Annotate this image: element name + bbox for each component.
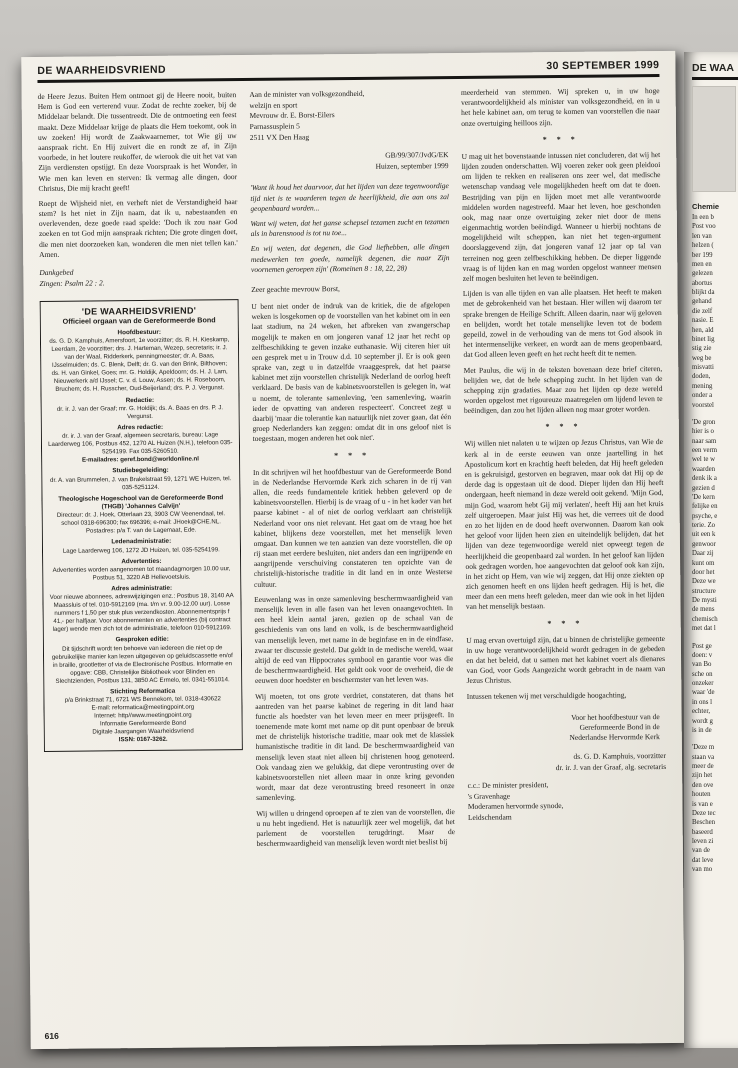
fragment-line: hier is o bbox=[692, 428, 714, 436]
letter-paragraph: Wij willen u dringend oproepen af te zien van de voorstellen, die u nu hebt ingediend. Het is natuurlijk zeer wel mogelijk, dat het parlement de voorstellen terugdringt. Maar de beschermwaardigheid van menselijk leven wordt niet beslist bij bbox=[256, 806, 456, 849]
fragment-line: baseerd bbox=[692, 828, 713, 836]
colofon-lines bbox=[47, 328, 236, 745]
fragment-line: Beschen bbox=[692, 819, 716, 827]
colofon-line: Hoofdbestuur: bbox=[117, 328, 161, 337]
letter-paragraph: Moderamen hervormde synode, bbox=[467, 801, 564, 812]
colofon-line: Studiebegeleiding: bbox=[112, 467, 169, 475]
fragment-line bbox=[692, 634, 738, 642]
fragment-line: waar 'de bbox=[692, 689, 715, 697]
fragment-line: structure bbox=[692, 587, 716, 595]
fragment-line: Deze we bbox=[692, 578, 716, 586]
fragment-line: blijkt da bbox=[692, 289, 715, 296]
fragment-line: terie. Zo bbox=[692, 522, 716, 529]
fragment-line: de mens bbox=[692, 606, 715, 614]
article-body bbox=[38, 90, 238, 260]
fragment-line: mening bbox=[692, 382, 713, 390]
letter-paragraph: meerderheid van stemmen. Wij spreken u, in uw hoge verantwoordelijkheid als minister van volksgezondheid, en in u het hele kabinet aan, om terug te komen van voorstellen die naar onze overtuiging heilloos zijn. bbox=[460, 86, 660, 128]
letter-column-1 bbox=[249, 88, 457, 1028]
fragment-line: leven zi bbox=[692, 838, 714, 845]
fragment-line: een verm bbox=[692, 447, 718, 454]
letter-paragraph: Met Paulus, die wij in de teksten bovenaan deze brief citeren, belijden we, dat de hele schepping zucht. In het lijden van de schepping zijn gradaties. Maar zou het lijden op deze wereld worden opgelost met rigoureuze maatregelen om lijdend leven te beëindigen, dan zou het lijden alleen nog maar groter worden. bbox=[463, 363, 663, 416]
quote-paragraph: En wij weten, dat degenen, die God liefhebben, alle dingen medewerken ten goede, namelijk degenen, die naar Zijn voornemen geroepen zijn' (Romeinen 8 : 18, 22, 28) bbox=[250, 242, 450, 274]
fragment-line: waarden bbox=[692, 465, 716, 473]
letter-paragraph: U bent niet onder de indruk van de kritiek, die de afgelopen weken is losgekomen op de voorstellen van het kabinet om in een laat stadium, na 24 weken, het afbreken van zwangerschap mogelijk te maken en om jongeren vanaf 12 jaar het recht op zelfbeschikking te geven inzake euthanasie. Wij citeren hier uit een gesprek met u in Trouw d.d. 10 september jl. Er is ook geen sprake van, zegt u in datzelfde vraaggesprek, dat het paarse kabinet met zijn voorstellen christelijk Nederland de oorlog heeft verklaard. De basis van de kabinetsvoorstellen is gelegen in, wat u noemt, de tolerante samenleving, 'een samenleving, waarin ieder de opvatting van anderen respecteert'. Concreet zegt u daarbij 'maar die tolerantie kan natuurlijk niet zover gaan, dat één groep Nederlanders kan zeggen: omdat dit in ons geloof niet is toegestaan, mogen anderen het ook niet'. bbox=[251, 300, 452, 444]
colofon-line: p/a Brinkstraat 71, 6721 WS Bennekom, tel. 0318-430622 bbox=[64, 695, 221, 705]
colofon-line: ds. G. D. Kamphuis, Amersfoort, 1e voorzitter; ds. R. H. Kieskamp, Leerdam, 2e voorzitter; drs. J. Harteman, Wezep, secretaris; ir. J. van der Waal, Ridderkerk, penningmeester; dr. A. Baas, IJsselmuiden; ds. C. Blenk, Delft; dr. G. van den Brink, Bilthoven; ds. H. van Ginkel, Goes; mr. G. Holdijk, Apeldoorn; ds. H. J. Lam, Nieuwerkerk a/d IJssel; C. v. d. Louw, Assen; ds. H. Roseboom, Bruchem; ds. H. Russcher, Oud-Beijerland; drs. P. J. Vergunst. bbox=[49, 336, 230, 394]
fragment-line: houten bbox=[692, 791, 711, 799]
fragment-line: hen, ald bbox=[692, 326, 714, 334]
address-line: Mevrouw dr. E. Borst-Eilers bbox=[249, 110, 335, 121]
letter-paragraph: ds. G. D. Kamphuis, voorzitter bbox=[573, 750, 667, 761]
colofon-line: Directeur: dr. J. Hoek, Otterlaan 23, 3903 CW Veenendaal, tel. school 0318-696300; fax 696396; e-mail: JHoek@CHE.NL. Postadres: p/a T. van de Lagemaat, Ede. bbox=[56, 510, 226, 535]
fragment-line: uit een k bbox=[692, 531, 716, 539]
fragment-line: met dat l bbox=[692, 625, 716, 633]
fragment-line: men en bbox=[692, 260, 712, 268]
letter-paragraph: In dit schrijven wil het hoofdbestuur van de Gereformeerde Bond in de Nederlandse Hervormde Kerk zich scharen in de rij van allen, die reeds fundamentele kritiek hebben geleverd op de kabinetsvoorstellen. Hierbij is de vraag of u - in het kader van het paarse kabinet - al of niet de oorlog verklaart aan christelijk Nederland voor ons niet relevant. Het gaat om de vraag hoe het kabinet, blijkens deze voorstellen, met het menselijk leven omgaat. Dan kunnen we ten aanzien van deze voorstellen, die op rij staan met eerdere besluiten, niet anders dan een ingrijpende en aangrijpende verschuiving constateren ten opzichte van de christelijk-historische traditie in dit land en in onze Westerse cultuur. bbox=[252, 465, 453, 589]
colofon-line: Voor nieuwe abonnees, adreswijzigingen enz.: Postbus 18, 3140 AA Maassluis of tel. 010-5912169 (ma. t/m vr. 9.00-12.00 uur). Losse nummers f 1,50 per stuk plus verzendkosten. Abonnementsprijs f 41,- per halfjaar. Voor abonnementen en advertenties (bij contract lager) wende men zich tot de administratie, telefoon 010-5912169. bbox=[49, 592, 234, 634]
letter-paragraph: Leidschendam bbox=[467, 812, 512, 822]
letter-paragraph: U mag ervan overtuigd zijn, dat u binnen de christelijke gemeente in uw hoge verantwoordelijkheid wordt gedragen in de gebeden en dat het beleid, dat u samen met het kabinet voert als dienares van God, voor Gods Aangezicht wordt gebracht in de naam van Jezus Christus. bbox=[466, 633, 666, 686]
letter-paragraph: Wij willen niet nalaten u te wijzen op Jezus Christus, van Wie de kerk al in de eerste eeuwen van onze jaartelling in het Apostolicum kort en krachtig heeft beleden, dat Hij heeft geleden en is gekruisigd, gestorven en begraven, maar ook dat Hij op de derde dag is opgestaan uit de dood. Dieper lijden dan Hij heeft ondergaan, heeft niemand in deze wereld ooit gekend. 'Mijn God, mijn God, waarom hebt Gij mij verlaten', heeft Hij aan het kruis zelf uitgeroepen. Maar juist Hij was het, die verrees uit de dood en zo het lijden en de dood heeft overwonnen. Daarom kan ook het geloof voor lijden heen zien en uiteindelijk belijden, dat het lijden van deze tegenwoordige wereld niet opweegt tegen de heerlijkheid die geopenbaard zal worden. In het geloof kan lijden ook gedragen worden, hoe aangevochten dat geloof ook kan zijn, in het zicht op Hem, van wie wij zeggen, dat Hij onze ziekten op zich genomen heeft en ons lijden heeft gedragen. Hij is het, die meer dan een mens heeft geleden, meer dan wie ook in het lijden van het menselijk bestaan. bbox=[464, 437, 665, 612]
address-line: Parnassusplein 5 bbox=[249, 121, 300, 131]
fragment-line: weg be bbox=[692, 354, 712, 362]
letter-paragraph: 's Gravenhage bbox=[467, 791, 511, 801]
fragment-line: sche on bbox=[692, 670, 713, 678]
fragment-line: onder a bbox=[692, 392, 713, 400]
colofon-line: Theologische Hogeschool van de Gereformeerde Bond (THGB) 'Johannes Calvijn' bbox=[58, 493, 224, 511]
fragment-line: gelezen bbox=[692, 270, 713, 278]
fragment-line: van de bbox=[692, 847, 710, 855]
fragment-line: doen: v bbox=[692, 651, 713, 659]
fragment-line: van Bo bbox=[692, 661, 712, 669]
fragment-line: staan va bbox=[692, 753, 715, 761]
letter-paragraph: * * * bbox=[334, 450, 371, 460]
fragment-line: doden, bbox=[692, 373, 711, 381]
page-number: 616 bbox=[44, 1030, 59, 1041]
colofon-line: Informatie Gereformeerde Bond bbox=[99, 719, 187, 728]
letter-paragraph: Voor het hoofdbestuur van de bbox=[570, 711, 660, 722]
salutation: Zeer geachte mevrouw Borst, bbox=[251, 284, 340, 294]
fragment-line: helzen ( bbox=[692, 242, 714, 250]
letter-body-col2 bbox=[251, 300, 455, 849]
liturgy-line: Dankgebed bbox=[39, 267, 74, 277]
letter-paragraph: Eeuwenlang was in onze samenleving beschermwaardigheid van menselijk leven in alle fasen van het leven onaangevochten. In een heel klein aantal jaren, gezien op de schaal van de geschiedenis van ons land en volk, is de beschermwaardigheid van menselijk leven, met name in de beginfase en in de eindfase, zwaar ter discussie gesteld. Dat geldt in de medische wereld, waar altijd de eed van Hippocrates symbool en garantie voor was die de beschermwaardigheid. Het geldt ook voor de overheid, die de eeuwen door hoedster en beschermster van het leven was. bbox=[254, 592, 454, 686]
fragment-line: 'De kern bbox=[692, 493, 715, 501]
letter-address bbox=[249, 88, 448, 143]
article-paragraph: Roept de Wijsheid niet, en verheft niet de Verstandigheid haar stem? Is het niet in Zijn naam, dat ik u, nabestaanden en overlevenden, deze goede raad spelde: 'Doch ik zou naar God zoeken en tot God mijn aanspraak richten; Die grote dingen doet, die men niet doorzoeken kan, wonderen die men niet tellen kan.' Amen. bbox=[38, 196, 238, 259]
fragment-line: 'De gron bbox=[692, 418, 716, 426]
colofon-line: E-mailadres: geref.bond@worldonline.nl bbox=[81, 455, 199, 464]
fragment-line: denk ik a bbox=[692, 475, 717, 483]
address-line: 2511 VX Den Haag bbox=[249, 131, 310, 142]
fragment-line: psyche, e bbox=[692, 512, 718, 520]
letter-paragraph: Gereformeerde Bond in de bbox=[579, 722, 660, 732]
fragment-line: In een b bbox=[692, 214, 714, 221]
letter-reference bbox=[250, 150, 449, 173]
fragment-line: Post ge bbox=[692, 642, 712, 650]
letter-paragraph: * * * bbox=[545, 422, 582, 432]
fragment-line: chemisch bbox=[692, 615, 718, 623]
fragment-line: misvatti bbox=[692, 364, 714, 371]
liturgy-line: Zingen: Psalm 22 : 2. bbox=[39, 277, 105, 288]
letter-paragraph: Nederlandse Hervormde Kerk bbox=[569, 732, 660, 743]
fragment-line: kunt om bbox=[692, 559, 715, 567]
colofon-line: ISSN: 0167-3262. bbox=[118, 736, 168, 744]
fragment-line bbox=[692, 735, 738, 743]
colofon-line: Dit tijdschrift wordt ten behoeve van iedereen die niet op de gebruikelijke manier kan lezen uitgegeven op geluidscassette en/of in braille, grootletter of via de Electronische Postbus. Informatie en opgave: CBB, Christelijke Bibliotheek voor Blinden en Slechtzienden, Postbus 131, 3850 AC Ermelo, tel. 0341-551014. bbox=[51, 644, 233, 685]
colofon-line: Internet: http//www.meetingpoint.org bbox=[94, 711, 192, 720]
letter-paragraph: Intussen tekenen wij met verschuldigde hoogachting, bbox=[466, 689, 627, 701]
reference-line: GB/99/307/JvdG/EK bbox=[385, 150, 449, 160]
address-line: Aan de minister van volksgezondheid, bbox=[249, 88, 365, 99]
fragment-line: Post voo bbox=[692, 223, 716, 231]
quote-paragraph: 'Want ik houd het daarvoor, dat het lijden van deze tegenwoordige tijd niet is te waarderen tegen de heerlijkheid, die aan ons zal geopenbaard worden... bbox=[250, 181, 449, 213]
letter-column-2 bbox=[461, 86, 669, 1026]
fragment-line: wordt g bbox=[692, 717, 713, 725]
fragment-line: ber 199 bbox=[692, 251, 713, 259]
fragment-line: van mo bbox=[692, 866, 713, 874]
article-paragraph: de Heere Jezus. Buiten Hem ontmoet gij de Heere nooit, buiten Hem is God een verterend vuur. Zodat de rechte zoeker, bij de Middelaar belandt. Die tussentreedt. Die de ontmoeting een feest maakt. Deze Middelaar krijge de plaats die Hem toekomt, ook in uw zoeken! Hij wordt de Zaakwaarnemer, tot Wie gij uw aanspraak richt. En Hij zuivert die en rondt ze af, in Zijn voorbede, in het loutere reukoffer, de wierook die uit het vat van Zijn verdiensten opstijgt. En deze Voorspraak is het Wonder, in Wie men kan leven en sterven: Ik vermag alle dingen, door Christus, Die mij kracht geeft! bbox=[37, 90, 238, 193]
quote-paragraph: Want wij weten, dat het ganse schepsel tezamen zucht en tezamen als in barensnood is tot nu toe... bbox=[250, 217, 450, 239]
letter-paragraph: * * * bbox=[542, 134, 579, 144]
colofon-line: E-mail: reformatica@meetingpoint.org bbox=[91, 703, 195, 712]
colofon-line: Digitale Jaargangen Waarheidsvriend bbox=[92, 727, 194, 736]
publication-title: DE WAARHEIDSVRIEND bbox=[37, 63, 166, 78]
fragment-line: gezien d bbox=[692, 484, 715, 492]
letter-paragraph: Wij moeten, tot ons grote verdriet, constateren, dat thans het aantreden van het paarse kabinet de regering in dit land haar functie als hoedster van het leven meer en meer prijsgeeft. In toenemende mate komt met name op dit punt openbaar de breuk met de christelijk historische traditie, maar ook met de klassiek humanistische traditie in dit land. De beschermwaardigheid van menselijk leven staat niet alleen bij christenen hoog genoteerd. Ook vandaag zien we gelukkig, dat diepe verontrusting over de kabinetsvoorstellen niet alleen maar in onze kring gevonden wordt, maar dat deze verontrusting breed resoneert in onze samenleving. bbox=[255, 689, 455, 803]
letter-paragraph: dr. ir. J. van der Graaf, alg. secretaris bbox=[555, 762, 667, 773]
fragment-line: die zelf bbox=[692, 307, 713, 315]
fragment-line: stig zie bbox=[692, 345, 712, 353]
fragment-line: genwoor bbox=[692, 540, 716, 548]
colofon-line: Adres redactie: bbox=[117, 423, 164, 432]
fragment-line: 'Deze m bbox=[692, 744, 715, 752]
fragment-line: nasie. E bbox=[692, 317, 714, 325]
colofon-line: Ledenadministratie: bbox=[111, 538, 172, 546]
issue-date: 30 SEPTEMBER 1999 bbox=[546, 59, 660, 73]
fragment-line: is in de bbox=[692, 726, 712, 734]
fragment-line: gehand bbox=[692, 298, 712, 306]
colofon-subtitle: Officieel orgaan van de Gereformeerde Bond bbox=[62, 315, 216, 326]
colofon-line: Lage Laarderweg 106, 1272 JD Huizen, tel. 035-5254199. bbox=[62, 545, 220, 555]
colofon-line: Advertenties worden aangenomen tot maandagmorgen 10.00 uur, Postbus 51, 3220 AB Hellevoetsluis. bbox=[52, 565, 231, 582]
fragment-line: voorstel bbox=[692, 401, 714, 409]
fragment-line: echter, bbox=[692, 708, 711, 716]
next-page-fragments bbox=[692, 202, 738, 875]
fragment-line: dat leve bbox=[692, 856, 714, 864]
fragment-line: len van bbox=[692, 232, 712, 240]
fragment-line bbox=[692, 410, 738, 418]
fragment-line: abortus bbox=[692, 279, 713, 287]
page-header bbox=[37, 59, 659, 83]
fragment-line: felijke en bbox=[692, 503, 718, 511]
letter-paragraph: Lijden is van alle tijden en van alle plaatsen. Het heeft te maken met de gebrokenheid van het bestaan. Hier willen wij daarom ter sprake brengen de Heilige Schrift. Alleen daarin, naar wij geloven en belijden, wordt het totale menselijke leven tot de bodem gepeild, zowel in de verhouding van de mens tot God alsook in het intermenselijke verkeer, en wordt aan de mens geopenbaard, dat God alleen leven geeft en het recht heeft dit te nemen. bbox=[462, 287, 663, 360]
fragment-line: binet lig bbox=[692, 335, 715, 343]
fragment-line: wel te w bbox=[692, 456, 716, 464]
colofon-line: Adres administratie: bbox=[111, 584, 173, 593]
left-column bbox=[38, 90, 246, 1030]
next-page-edge bbox=[684, 52, 738, 1048]
fragment-line: Deze tec bbox=[692, 809, 716, 817]
letter-paragraph: c.c.: De minister president, bbox=[467, 780, 549, 791]
colofon-line: Stichting Reformatica bbox=[110, 687, 176, 696]
colofon-line: dr. A. van Brummelen, J. van Brakelstraat 59, 1271 WE Huizen, tel. 035-5251124. bbox=[49, 474, 232, 491]
colofon-line: dr. ir. J. van der Graaf; mr. G. Holdijk; ds. A. Baas en drs. P. J. Vergunst. bbox=[56, 404, 224, 421]
letter-paragraph: * * * bbox=[547, 618, 584, 628]
colofon-line: Gesproken editie: bbox=[115, 636, 169, 644]
fragment-line: door het bbox=[692, 568, 715, 576]
letter-paragraph: U mag uit het bovenstaande intussen niet concluderen, dat wij het lijden zouden onderschatten. Wij voeren zeker ook geen pleidooi om lijden te rekken en realiseren ons zeer wel, dat medische wetenschap vandaag vele mogelijkheden heeft om dat te doen. Bestrijding van pijn en lijden moet met alle verantwoorde middelen worden nagestreefd. Maar het leven, hoe geschonden ook, mag naar onze overtuiging zeker niet door de mens eigenmachtig worden beëindigd. Wanneer u hierbij nochtans de mogelijkheid wilt scheppen, kan niet het tegen-argument doorslaggevend zijn, dat jongeren vanaf 12 jaar op tal van terreinen nog geen zelfbeschikking hebben. De dieper liggende vraag is of lijden kan en mag worden opgelost wanneer mensen zelf mogen besluiten het leven te beëindigen. bbox=[461, 149, 662, 283]
gray-box bbox=[692, 86, 736, 192]
colofon-box bbox=[40, 299, 243, 752]
columns bbox=[38, 86, 669, 1030]
next-page-header: DE WAA bbox=[692, 62, 738, 80]
address-line: welzijn en sport bbox=[249, 100, 298, 110]
fragment-line: meer de bbox=[692, 763, 714, 770]
colofon-line: Advertenties: bbox=[121, 557, 162, 565]
fragment-line: is van e bbox=[692, 800, 713, 808]
fragment-line: zijn het bbox=[692, 772, 713, 780]
scripture-quote bbox=[250, 182, 450, 275]
fragment-line: onzeker bbox=[692, 680, 714, 687]
liturgy-block bbox=[39, 266, 238, 289]
colofon-line: Redactie: bbox=[125, 396, 155, 404]
fragment-line: naar sam bbox=[692, 437, 717, 445]
letter-body-col3 bbox=[461, 86, 667, 823]
colofon-line: dr. ir. J. van der Graaf, algemeen secretaris, bureau: Lage Laarderweg 106, Postbus 452, 1270 AL Huizen (N.H.), telefoon 035-5254199. Fax 035-5260510. bbox=[48, 431, 233, 456]
fragment-line: den ove bbox=[692, 781, 714, 789]
fragment-line: in ons l bbox=[692, 698, 713, 706]
fragment-line: De mysti bbox=[692, 597, 717, 604]
colofon-title: 'DE WAARHEIDSVRIEND' bbox=[81, 305, 197, 317]
page-scan bbox=[21, 51, 684, 1049]
fragment-line: Daar zij bbox=[692, 550, 714, 558]
fragment-line: Chemie bbox=[692, 202, 720, 211]
reference-line: Huizen, september 1999 bbox=[375, 160, 449, 171]
